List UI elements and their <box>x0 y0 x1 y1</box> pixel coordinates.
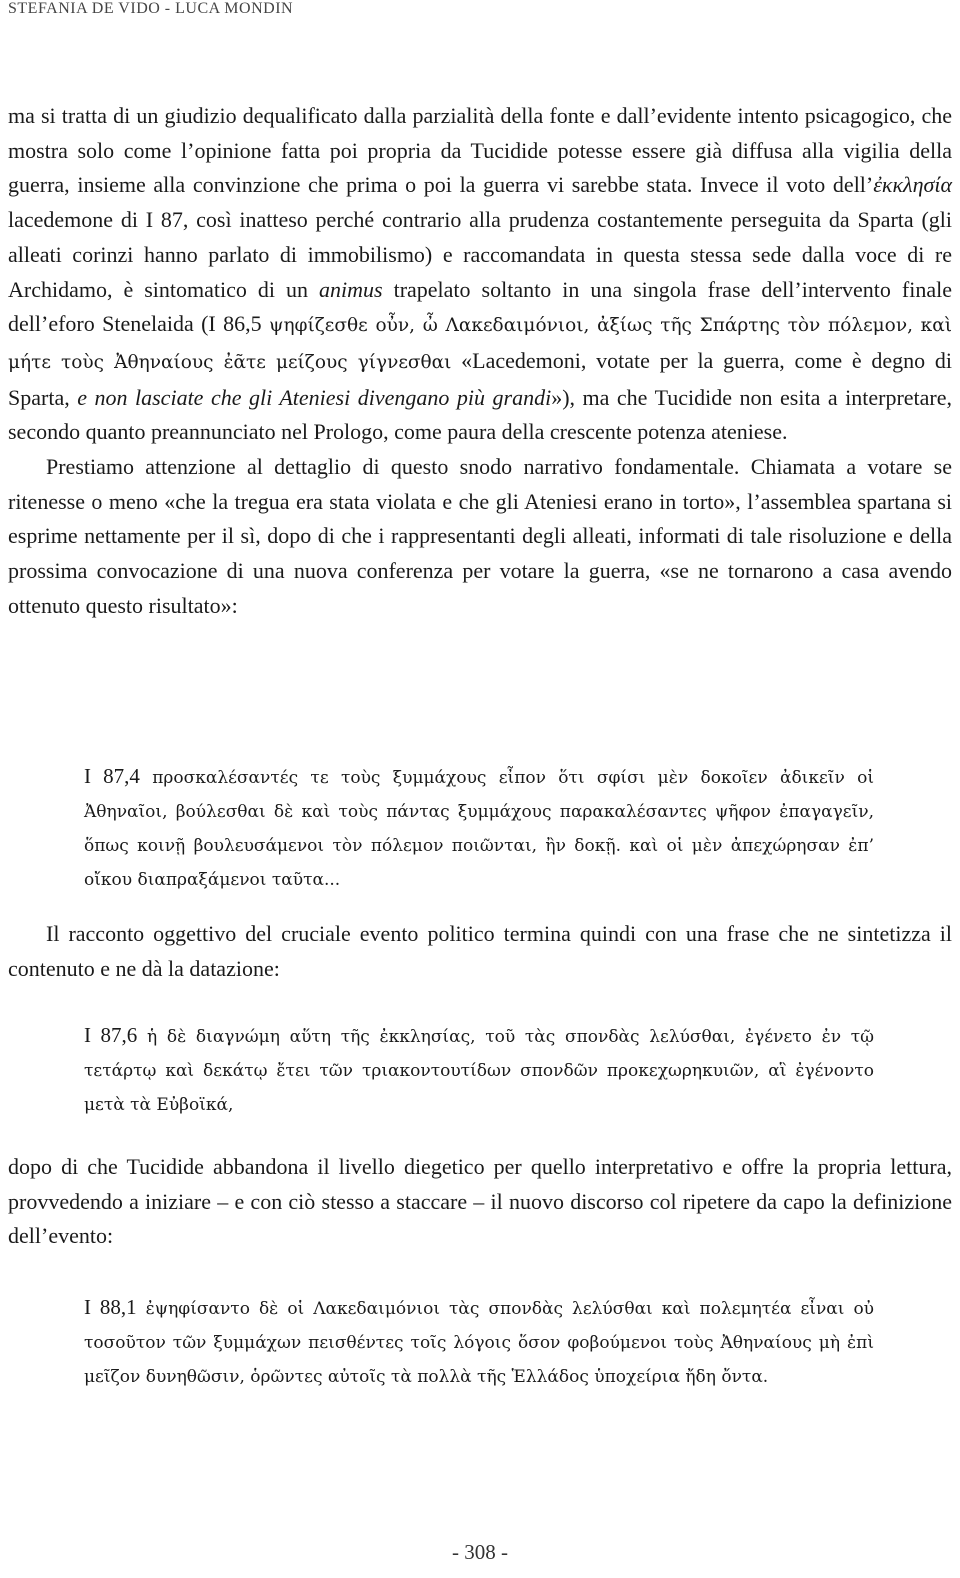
paragraph-text: dopo di che Tucidide abbandona il livello diegetico per quello interpretativo e offre la propria lettura, provvedendo a iniziare – e con ciò stesso a staccare – il nuovo discorso col ripetere da capo la definizione dell’evento: <box>8 1154 952 1249</box>
greek-term: ἐκκλησία <box>873 172 952 198</box>
page-number: - 308 - <box>452 1540 508 1564</box>
quote-reference: I 88,1 <box>84 1295 137 1319</box>
paragraph-text: «Lacedemoni, votate per la guerra, come è degno di Sparta, <box>8 347 952 410</box>
block-quote-3 <box>84 1290 874 1394</box>
block-quote-1 <box>84 759 874 897</box>
quote-greek-text: ἡ δὲ διαγνώμη αὕτη τῆς ἐκκλησίας, τοῦ τὰς σπονδὰς λελύσθαι, ἐγένετο ἐν τῷ τετάρτῳ καὶ δεκάτῳ ἔτει τῶν τριακοντουτίδων σπονδῶν προκεχωρηκυιῶν, αἳ ἐγένοντο μετὰ τὰ Εὐβοϊκά, <box>84 1027 874 1115</box>
paragraph-text: ma si tratta di un giudizio dequalificato dalla parzialità della fonte e dall’evidente intento psicagogico, che mostra solo come l’opinione fatta poi propria da Tucidide potesse essere già diffusa alla vigilia della guerra, insieme alla convinzione che prima o poi la guerra vi sarebbe stata. Invece il voto dell’ <box>8 103 952 198</box>
italic-translation: e non lasciate che gli Ateniesi divengano più grandi <box>77 384 552 410</box>
body-paragraph-1 <box>8 99 952 624</box>
quote-greek-text: ἐψηφίσαντο δὲ οἱ Λακεδαιμόνιοι τὰς σπονδὰς λελύσθαι καὶ πολεμητέα εἶναι οὐ τοσοῦτον τῶν ξυμμάχων πεισθέντες τοῖς λόγοις ὅσον φοβούμενοι τοὺς Ἀθηναίους μὴ ἐπὶ μεῖζον δυνηθῶσιν, ὁρῶντες αὐτοῖς τὰ πολλὰ τῆς Ἑλλάδος ὑποχείρια ἤδη ὄντα. <box>84 1299 875 1387</box>
quote-reference: I 87,6 <box>84 1023 138 1047</box>
body-paragraph-2 <box>8 917 952 986</box>
paragraph-text: Prestiamo attenzione al dettaglio di questo snodo narrativo fondamentale. Chiamata a votare se ritenesse o meno «che la tregua era stata violata e che gli Ateniesi erano in torto», l’assemblea spartana si esprime nettamente per il sì, dopo di che i rappresentanti degli alleati, informati di tale risoluzione e della prossima convocazione di una nuova conferenza per votare la guerra, «se ne tornarono a casa avendo ottenuto questo risultato»: <box>8 454 952 618</box>
paragraph-text: Il racconto oggettivo del cruciale evento politico termina quindi con una frase che ne sintetizza il contenuto e ne dà la datazione: <box>8 921 952 981</box>
running-head: STEFANIA DE VIDO - LUCA MONDIN <box>8 0 294 17</box>
quote-reference: I 87,4 <box>84 764 140 788</box>
greek-quotation: ψηφίζεσθε οὖν, ὦ Λακεδαιμόνιοι, ἀξίως τῆς Σπάρτης τὸν πόλεμον, καὶ μήτε τοὺς Ἀθηναίους ἐᾶτε μείζους γίγνεσθαι <box>8 315 952 373</box>
quote-greek-text: προσκαλέσαντές τε τοὺς ξυμμάχους εἶπον ὅτι σφίσι μὲν δοκοῖεν ἀδικεῖν οἱ Ἀθηναῖοι, βούλεσθαι δὲ καὶ τοὺς πάντας ξυμμάχους παρακαλέσαντες ψῆφον ἐπαγαγεῖν, ὅπως κοινῇ βουλευσάμενοι τὸν πόλεμον ποιῶνται, ἢν δοκῇ. καὶ οἱ μὲν ἀπεχώρησαν ἐπ’ οἴκου διαπραξάμενοι ταῦτα... <box>84 768 875 890</box>
block-quote-2 <box>84 1018 874 1122</box>
latin-term: animus <box>319 276 383 302</box>
paragraph-text: trapelato soltanto in una singola frase dell’intervento finale dell’eforo Stenelaida (I 86,5 <box>8 276 952 337</box>
body-paragraph-3 <box>8 1150 952 1254</box>
paragraph-text: »), ma che Tucidide non esita a interpretare, secondo quanto preannunciato nel Prologo, come paura della crescente potenza ateniese. <box>8 384 952 445</box>
paragraph-text: lacedemone di I 87, così inatteso perché contrario alla prudenza costantemente perseguita da Sparta (gli alleati corinzi hanno parlato di immobilismo) e raccomandata in questa stessa sede dalla voce di re Archidamo, è sintomatico di un <box>8 207 952 302</box>
